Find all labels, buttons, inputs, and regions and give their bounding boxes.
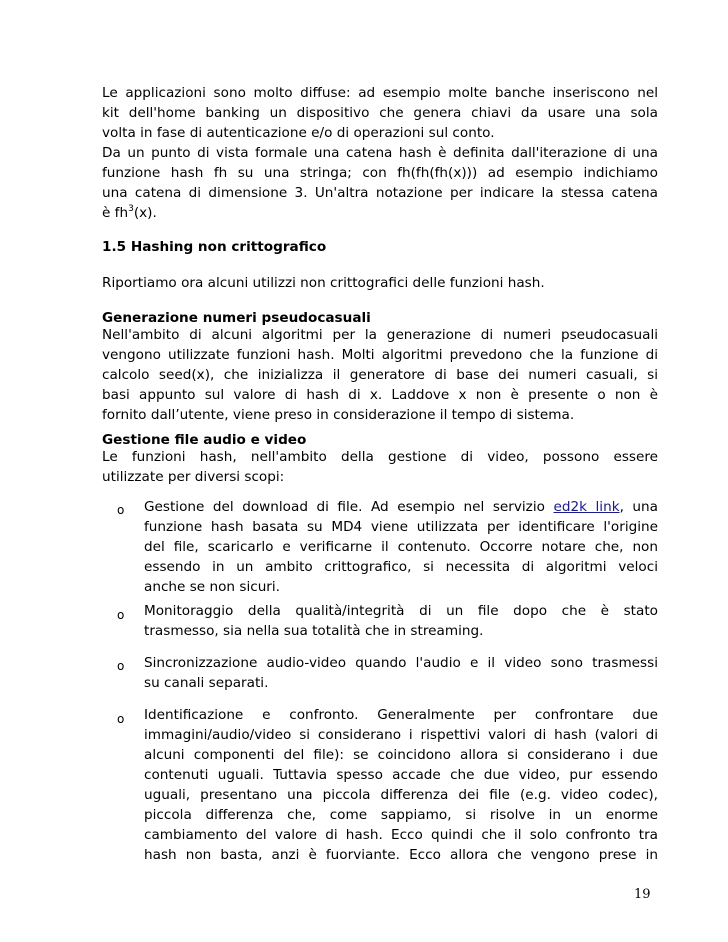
pseudorandom-paragraph — [102, 325, 658, 425]
text-line — [144, 497, 658, 517]
subheading-media: Gestione file audio e video — [102, 432, 307, 448]
bullet-marker: o — [117, 503, 125, 517]
text-line: anche se non sicuri. — [144, 579, 280, 595]
text-line: contenuti uguali. Tuttavia spesso accade che due video, pur essendo — [144, 767, 658, 783]
text-line: calcolo seed(x), che inizializza il generatore di base dei numeri casuali, si — [102, 367, 658, 383]
bullet-text-prefix: Gestione del download di file. Ad esempio nel servizio — [144, 499, 545, 515]
bullet-item-download — [144, 497, 658, 597]
text-line: basi appunto sul valore di hash di x. Laddove x non è presente o non è — [102, 387, 658, 403]
text-line: Da un punto di vista formale una catena hash è definita dall'iterazione di una — [102, 145, 658, 161]
intro-paragraph-1 — [102, 83, 658, 143]
text-line: fornito dall’utente, viene preso in considerazione il tempo di sistema. — [102, 407, 575, 423]
text-line: cambiamento del valore di hash. Ecco quindi che il solo confronto tra — [144, 827, 658, 843]
bullet-marker: o — [117, 712, 125, 726]
text-line: trasmesso, sia nella sua totalità che in streaming. — [144, 623, 484, 639]
text-line: piccola differenza che, come sappiamo, si risolve in un enorme — [144, 807, 658, 823]
bullet-text-suffix: , una — [619, 499, 658, 515]
text-line: Nell'ambito di alcuni algoritmi per la generazione di numeri pseudocasuali — [102, 327, 658, 343]
text-line: del file, scaricarlo e verificarne il contenuto. Occorre notare che, non — [144, 539, 658, 555]
text-line: Sincronizzazione audio-video quando l'audio e il video sono trasmessi — [144, 655, 658, 671]
text-line: Le applicazioni sono molto diffuse: ad esempio molte banche inseriscono nel — [102, 85, 658, 101]
notation-superscript: 3 — [128, 204, 134, 214]
bullet-item-identification — [144, 705, 658, 865]
text-line: kit dell'home banking un dispositivo che genera chiavi da usare una sola — [102, 105, 658, 121]
text-line: essendo in un ambito crittografico, si necessita di algoritmi veloci — [144, 559, 658, 575]
text-line — [102, 203, 658, 223]
media-paragraph — [102, 447, 658, 487]
text-line: volta in fase di autenticazione e/o di operazioni sul conto. — [102, 125, 495, 141]
notation-suffix: (x). — [133, 205, 157, 221]
text-line: uguali, presentano una piccola differenza dei file (e.g. video codec), — [144, 787, 658, 803]
notation-prefix: è fh — [102, 205, 129, 221]
section-intro: Riportiamo ora alcuni utilizzi non crittografici delle funzioni hash. — [102, 275, 545, 291]
text-line: utilizzate per diversi scopi: — [102, 469, 285, 485]
text-line: Le funzioni hash, nell'ambito della gestione di video, possono essere — [102, 449, 658, 465]
bullet-marker: o — [117, 608, 125, 622]
ed2k-link[interactable]: ed2k link — [553, 499, 620, 515]
section-heading: 1.5 Hashing non crittografico — [102, 239, 327, 255]
text-line: hash non basta, anzi è fuorviante. Ecco allora che vengono prese in — [144, 847, 658, 863]
intro-paragraph-2 — [102, 143, 658, 223]
text-line: funzione hash basata su MD4 viene utilizzata per identificare l'origine — [144, 519, 658, 535]
text-line: su canali separati. — [144, 675, 269, 691]
text-line: vengono utilizzate funzioni hash. Molti algoritmi prevedono che la funzione di — [102, 347, 658, 363]
text-line: Identificazione e confronto. Generalmente per confrontare due — [144, 707, 658, 723]
page-number: 19 — [634, 887, 651, 902]
text-line: una catena di dimensione 3. Un'altra notazione per indicare la stessa catena — [102, 185, 658, 201]
bullet-item-monitoring — [144, 601, 658, 641]
bullet-marker: o — [117, 659, 125, 673]
text-line: Monitoraggio della qualità/integrità di un file dopo che è stato — [144, 603, 658, 619]
text-line: funzione hash fh su una stringa; con fh(fh(fh(x))) ad esempio indichiamo — [102, 165, 658, 181]
bullet-item-sync — [144, 653, 658, 693]
text-line: immagini/audio/video si considerano i rispettivi valori di hash (valori di — [144, 727, 658, 743]
text-line: alcuni componenti del file): se coincidono allora si considerano i due — [144, 747, 658, 763]
subheading-pseudorandom: Generazione numeri pseudocasuali — [102, 310, 371, 326]
